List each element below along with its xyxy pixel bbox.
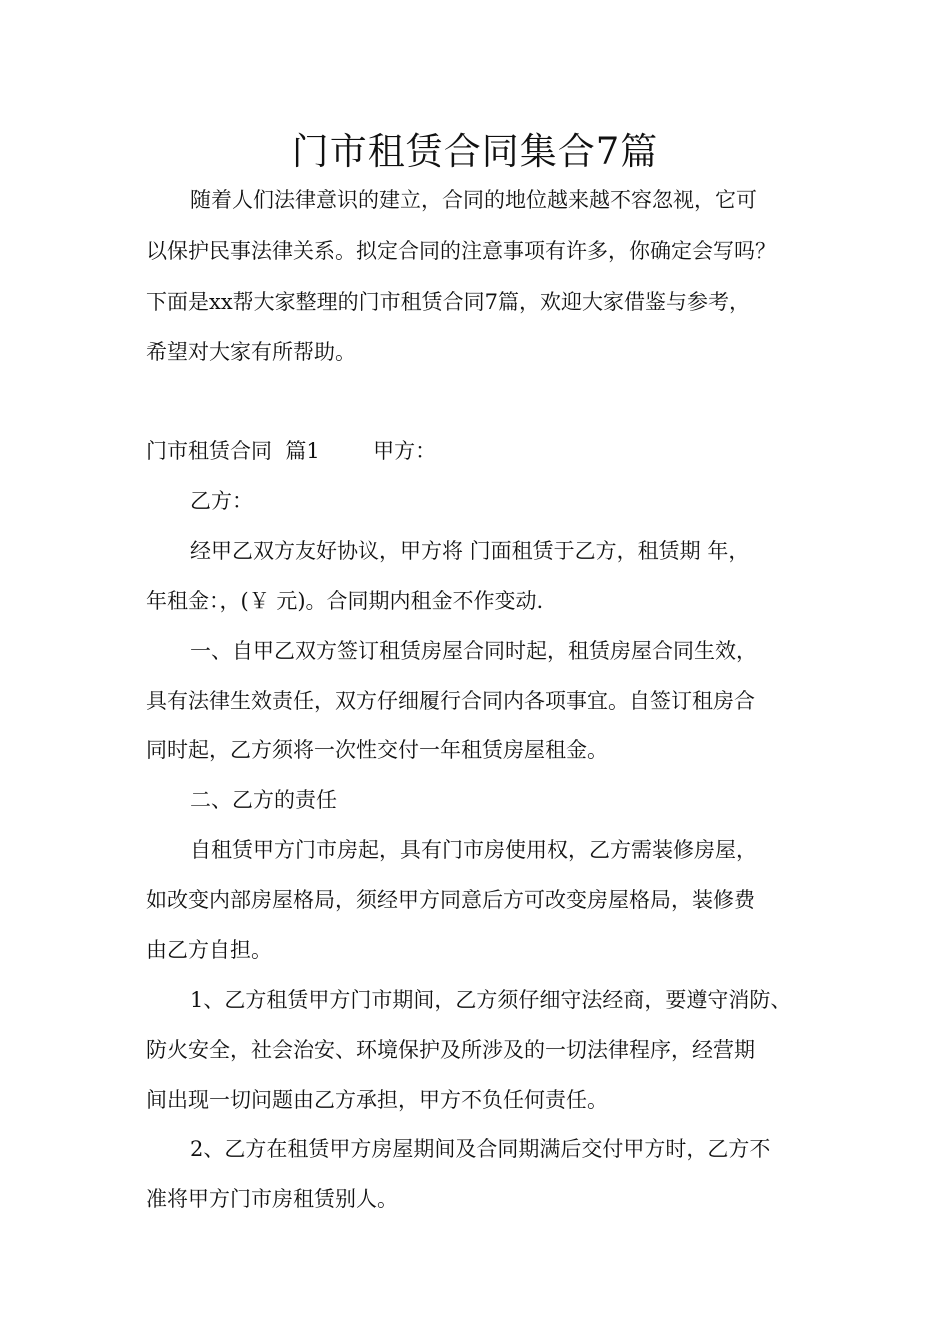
text-line: 2、乙方在租赁甲方房屋期间及合同期满后交付甲方时，乙方不 xyxy=(190,1137,771,1161)
text-line: 二、乙方的责任 xyxy=(190,788,337,812)
document-title: 门市租赁合同集合7篇 xyxy=(291,130,659,173)
text-line: 经甲乙双方友好协议，甲方将 门面租赁于乙方，租赁期 年， xyxy=(190,539,750,563)
text-line: 年租金：，(￥ 元)。合同期内租金不作变动. xyxy=(146,589,544,613)
text-line: 一、自甲乙双方签订租赁房屋合同时起，租赁房屋合同生效， xyxy=(190,639,757,663)
text-line: 间出现一切问题由乙方承担，甲方不负任何责任。 xyxy=(146,1088,608,1112)
text-line: 随着人们法律意识的建立，合同的地位越来越不容忽视，它可 xyxy=(190,188,757,212)
text-line: 下面是xx帮大家整理的门市租赁合同7篇，欢迎大家借鉴与参考， xyxy=(146,290,751,314)
text-line: 以保护民事法律关系。拟定合同的注意事项有许多，你确定会写吗？ xyxy=(146,239,776,263)
text-line: 具有法律生效责任，双方仔细履行合同内各项事宜。自签订租房合 xyxy=(146,689,755,713)
text-line: 希望对大家有所帮助。 xyxy=(146,340,356,364)
text-line: 1、乙方租赁甲方门市期间，乙方须仔细守法经商，要遵守消防、 xyxy=(190,988,792,1012)
text-line: 乙方： xyxy=(190,489,253,513)
text-line: 同时起，乙方须将一次性交付一年租赁房屋租金。 xyxy=(146,738,608,762)
text-line: 由乙方自担。 xyxy=(146,938,272,962)
text-line: 自租赁甲方门市房起，具有门市房使用权，乙方需装修房屋， xyxy=(190,838,757,862)
text-line: 准将甲方门市房租赁别人。 xyxy=(146,1187,398,1211)
text-line: 防火安全，社会治安、环境保护及所涉及的一切法律程序，经营期 xyxy=(146,1038,755,1062)
section-heading: 门市租赁合同 篇1 甲方： xyxy=(146,439,437,463)
text-line: 如改变内部房屋格局，须经甲方同意后方可改变房屋格局，装修费 xyxy=(146,888,755,912)
